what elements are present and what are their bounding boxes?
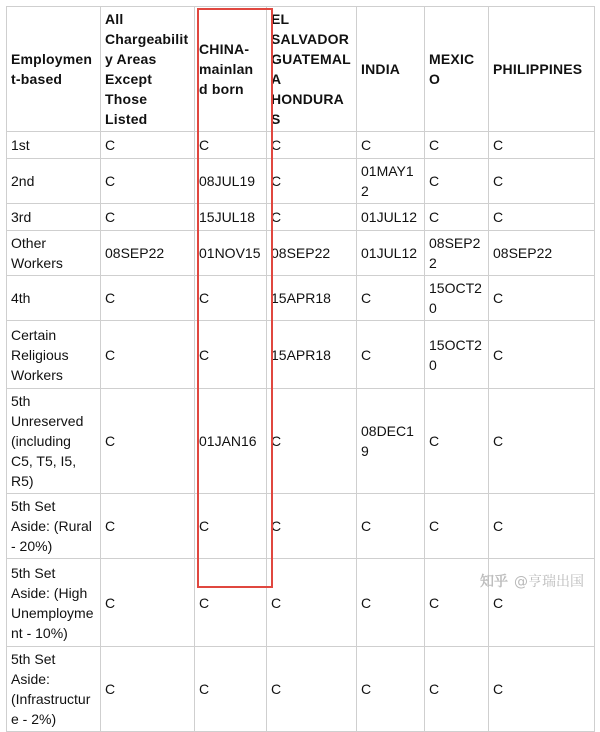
row-category: 4th [7, 276, 101, 321]
cell-china: C [195, 647, 267, 732]
cell-philippines: C [489, 389, 595, 494]
header-mexico: MEXICO [425, 7, 489, 132]
cell-philippines: C [489, 321, 595, 389]
watermark [480, 571, 584, 591]
cell-philippines: C [489, 647, 595, 732]
header-row [7, 7, 595, 132]
cell-el-salvador: 15APR18 [267, 276, 357, 321]
cell-mexico: C [425, 204, 489, 231]
visa-bulletin-table [6, 6, 595, 732]
cell-all: C [101, 276, 195, 321]
cell-all: C [101, 559, 195, 647]
cell-china: C [195, 276, 267, 321]
cell-all: C [101, 132, 195, 159]
visa-bulletin-table-frame [6, 6, 594, 727]
cell-india: C [357, 276, 425, 321]
cell-philippines: C [489, 132, 595, 159]
cell-india: C [357, 321, 425, 389]
cell-mexico: C [425, 159, 489, 204]
cell-china: C [195, 321, 267, 389]
cell-el-salvador: C [267, 204, 357, 231]
table-row [7, 204, 595, 231]
cell-china: C [195, 132, 267, 159]
cell-el-salvador: C [267, 647, 357, 732]
cell-china: 01JAN16 [195, 389, 267, 494]
cell-mexico: 15OCT20 [425, 276, 489, 321]
cell-mexico: 15OCT20 [425, 321, 489, 389]
cell-all: C [101, 321, 195, 389]
row-category: 5th Set Aside: (Infrastructure - 2%) [7, 647, 101, 732]
cell-philippines: 08SEP22 [489, 231, 595, 276]
header-china: CHINA-mainland born [195, 7, 267, 132]
cell-philippines: C [489, 159, 595, 204]
table-row [7, 321, 595, 389]
header-all-chargeability: All Chargeability Areas Except Those Listed [101, 7, 195, 132]
cell-el-salvador: C [267, 132, 357, 159]
cell-mexico: C [425, 132, 489, 159]
header-india: INDIA [357, 7, 425, 132]
row-category: 3rd [7, 204, 101, 231]
cell-china: C [195, 559, 267, 647]
cell-el-salvador: C [267, 159, 357, 204]
table-row [7, 494, 595, 559]
row-category: 5th Set Aside: (Rural - 20%) [7, 494, 101, 559]
cell-india: C [357, 132, 425, 159]
cell-el-salvador: 08SEP22 [267, 231, 357, 276]
cell-india: 01JUL12 [357, 204, 425, 231]
cell-india: 08DEC19 [357, 389, 425, 494]
header-employment-based: Employment-based [7, 7, 101, 132]
cell-all: C [101, 494, 195, 559]
cell-el-salvador: C [267, 494, 357, 559]
table-row [7, 647, 595, 732]
header-el-salvador: EL SALVADOR GUATEMALA HONDURAS [267, 7, 357, 132]
cell-china: 01NOV15 [195, 231, 267, 276]
cell-all: C [101, 159, 195, 204]
row-category: 1st [7, 132, 101, 159]
table-row [7, 132, 595, 159]
cell-all: C [101, 389, 195, 494]
cell-el-salvador: C [267, 559, 357, 647]
zhihu-logo: 知乎 [480, 574, 508, 590]
cell-all: C [101, 204, 195, 231]
row-category: Certain Religious Workers [7, 321, 101, 389]
cell-philippines: C [489, 276, 595, 321]
cell-china: 15JUL18 [195, 204, 267, 231]
cell-china: C [195, 494, 267, 559]
cell-el-salvador: 15APR18 [267, 321, 357, 389]
cell-philippines: C [489, 494, 595, 559]
table-row [7, 159, 595, 204]
cell-mexico: C [425, 389, 489, 494]
cell-mexico: 08SEP22 [425, 231, 489, 276]
table-row [7, 276, 595, 321]
cell-el-salvador: C [267, 389, 357, 494]
table-row [7, 389, 595, 494]
row-category: Other Workers [7, 231, 101, 276]
cell-mexico: C [425, 647, 489, 732]
header-philippines: PHILIPPINES [489, 7, 595, 132]
cell-india: 01JUL12 [357, 231, 425, 276]
cell-mexico: C [425, 494, 489, 559]
row-category: 5th Set Aside: (High Unemployment - 10%) [7, 559, 101, 647]
cell-philippines: C [489, 559, 595, 647]
cell-india: C [357, 559, 425, 647]
watermark-handle: @亨瑞出国 [514, 574, 584, 590]
row-category: 2nd [7, 159, 101, 204]
row-category: 5th Unreserved (including C5, T5, I5, R5) [7, 389, 101, 494]
cell-mexico: C [425, 559, 489, 647]
cell-china: 08JUL19 [195, 159, 267, 204]
cell-india: 01MAY12 [357, 159, 425, 204]
cell-all: C [101, 647, 195, 732]
table-row [7, 231, 595, 276]
cell-all: 08SEP22 [101, 231, 195, 276]
cell-philippines: C [489, 204, 595, 231]
cell-india: C [357, 494, 425, 559]
cell-india: C [357, 647, 425, 732]
